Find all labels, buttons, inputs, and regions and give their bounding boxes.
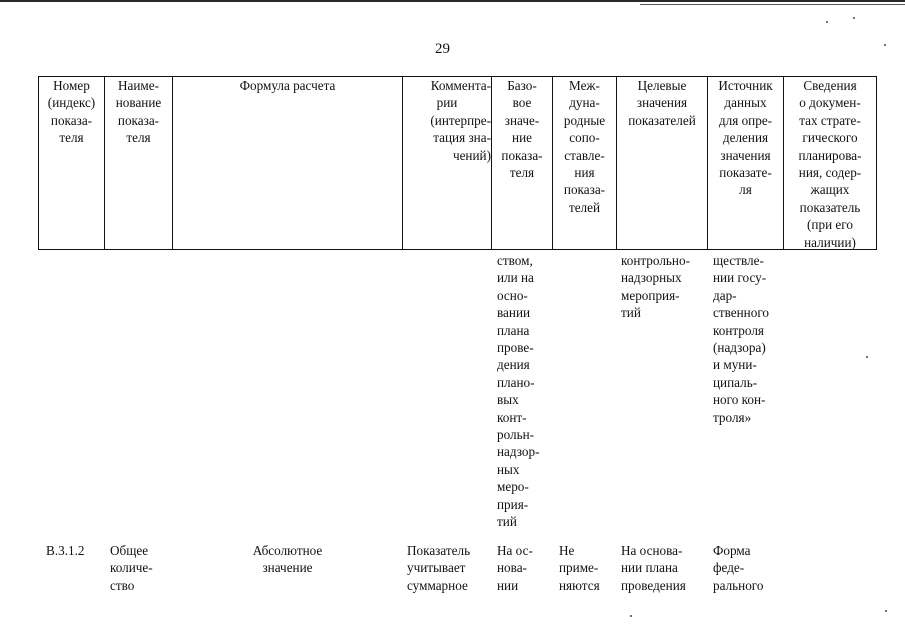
scan-speck [885,610,887,612]
scan-speck [884,44,886,46]
continued-target-values-text: контрольно- надзорных мероприя- тий [621,253,690,321]
header-comments: Коммента- рии (интерпре- тация зна- чений) [430,78,491,163]
page-number: 29 [435,41,450,57]
scan-speck [826,21,828,23]
header-indicator-number: Номер (индекс) показа- теля [47,78,96,146]
continued-base-value-text: ством, или на осно- вании плана прове- дения плано- вых конт- рольн- надзор- ных меро- прия- тий [497,253,540,530]
column-divider [172,76,173,250]
scan-top-border [0,0,905,2]
row-target-values: На основа- нии плана проведения [621,543,686,593]
table-right-border [876,76,877,250]
row-indicator-name: Общее количе- ство [110,543,153,593]
scan-top-border-secondary [640,4,905,5]
row-international-comparisons: Не приме- няются [559,543,600,593]
header-base-value: Базо- вое значе- ние показа- теля [501,78,543,181]
continued-data-source-text: ществле- нии госу- дар- ственного контроля (надзора) и муни- ципаль- ного кон- троля» [713,253,770,425]
header-strategic-documents: Сведения о докумен- тах страте- гического планирова- ния, содер- жащих показатель (при его наличии) [798,78,862,250]
header-calculation-formula: Формула расчета [239,78,336,93]
header-target-values: Целевые значения показателей [628,78,696,128]
row-calculation-formula: Абсолютное значение [252,543,323,576]
row-data-source: Форма феде- рального [713,543,764,593]
row-base-value: На ос- нова- нии [497,543,533,593]
row-comments: Показатель учитывает суммарное [407,543,471,593]
scan-speck [866,356,868,358]
row-indicator-number: В.3.1.2 [46,543,85,558]
header-indicator-name: Наиме- нование показа- теля [115,78,162,146]
table-header-bottom-border [38,249,877,250]
header-data-source: Источник данных для опре- деления значения показате- ля [718,78,773,198]
scan-speck [853,17,855,19]
scan-speck [630,615,632,617]
header-international-comparisons: Меж- дуна- родные сопо- ставле- ния показа- телей [563,78,606,215]
